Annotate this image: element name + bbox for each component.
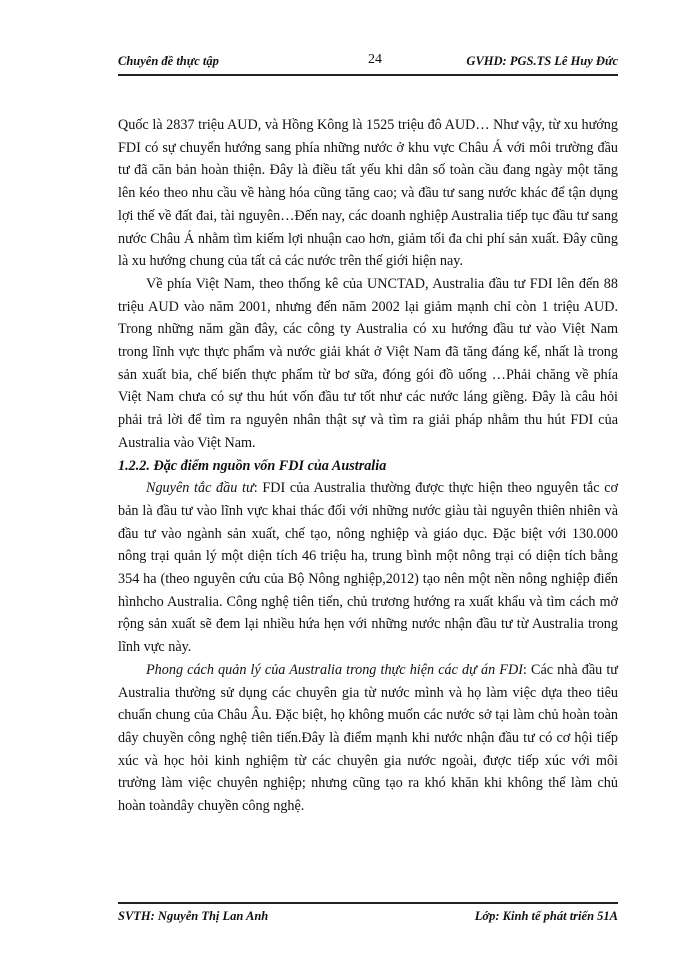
section-heading: 1.2.2. Đặc điểm nguồn vốn FDI của Australia: [118, 457, 387, 474]
page-footer: [118, 902, 618, 923]
paragraph-4-lead: Phong cách quản lý của Australia trong thực hiện các dự án FDI: [146, 661, 523, 678]
paragraph-4: [118, 659, 618, 818]
page-number: 24: [368, 52, 382, 67]
page-header: [118, 52, 618, 76]
paragraph-3-text: : FDI của Australia thường được thực hiện theo nguyên tắc cơ bản là đầu tư vào lĩnh vực khai thác đối với những nước giàu tài nguyên thiên nhiên và đầu tư vào ngành sản xuất, chế tạo, nông nghiệp và giáo dục. Đặc biệt với 130.000 nông trại quản lý một diện tích 46 triệu ha, trung bình một nông trại có diện tích bằng 354 ha (theo nguyên cứu của Bộ Nông nghiệp,2012) tạo nên một nền nông nghiệp điển hìnhcho Australia. Công nghệ tiên tiến, chủ trương hướng ra xuất khẩu và tìm cách mở rộng sản xuất sẽ đem lại nhiều hứa hẹn với những nước nhận đầu tư từ Australia trong lĩnh vực này.: [118, 480, 619, 656]
paragraph-3-lead: Nguyên tắc đầu tư: [146, 480, 254, 497]
paragraph-4-text: : Các nhà đầu tư Australia thường sử dụng các chuyên gia từ nước mình và họ làm việc dựa theo tiêu chuẩn chung của Châu Âu. Đặc biệt, họ không muốn các nước sở tại làm chủ hoàn toàn dây chuyền công nghệ tiên tiến.Đây là điểm mạnh khi nước nhận đầu tư có cơ hội tiếp xúc và học hỏi kinh nghiệm từ các chuyên gia nước ngoài, được tiếp xúc với môi trường làm việc chuyên nghiệp; nhưng cũng tạo ra khó khăn khi không thể làm chủ hoàn toàndây chuyền công nghệ.: [118, 661, 618, 815]
header-course-title: Chuyên đề thực tập: [118, 54, 219, 68]
paragraph-3: [118, 477, 618, 659]
header-supervisor: GVHD: PGS.TS Lê Huy Đức: [466, 54, 618, 68]
paragraph-2: Về phía Việt Nam, theo thống kê của UNCTAD, Australia đầu tư FDI lên đến 88 triệu AUD vào năm 2001, nhưng đến năm 2002 lại giảm mạnh chỉ còn 1 triệu AUD. Trong những năm gần đây, các công ty Australia có xu hướng đầu tư vào Việt Nam trong lĩnh vực thực phẩm và nước giải khát ở Việt Nam đã tăng đáng kể, nhất là trong sản xuất bia, chế biến thực phẩm từ bơ sữa, đóng gói đồ uống …Phải chăng về phía Việt Nam chưa có sự thu hút vốn đầu tư tốt như các nước láng giềng. Đây là câu hỏi phải trả lời để tìm ra nguyên nhân thật sự và tìm ra giải pháp nhằm thu hút FDI của Australia vào Việt Nam.: [118, 275, 618, 451]
page-body: [118, 114, 618, 818]
footer-student: SVTH: Nguyễn Thị Lan Anh: [118, 909, 269, 923]
footer-class: Lớp: Kinh tế phát triển 51A: [474, 909, 618, 923]
paragraph-1: Quốc là 2837 triệu AUD, và Hồng Kông là 1525 triệu đô AUD… Như vậy, từ xu hướng FDI có sự chuyển hướng sang phía những nước ở khu vực Châu Á với môi trường đầu tư đã căn bản hoàn thiện. Đây là điều tất yếu khi dân số toàn cầu đang ngày một tăng lên kéo theo nhu cầu về hàng hóa cũng tăng cao; và đầu tư sang nước khác để tận dụng lợi thế về đất đai, tài nguyên…Đến nay, các doanh nghiệp Australia tiếp tục đầu tư sang nước Châu Á nhằm tìm kiếm lợi nhuận cao hơn, giảm tối đa chi phí sản xuất. Đây cũng là xu hướng chung của tất cả các nước trên thế giới hiện nay.: [118, 117, 618, 270]
